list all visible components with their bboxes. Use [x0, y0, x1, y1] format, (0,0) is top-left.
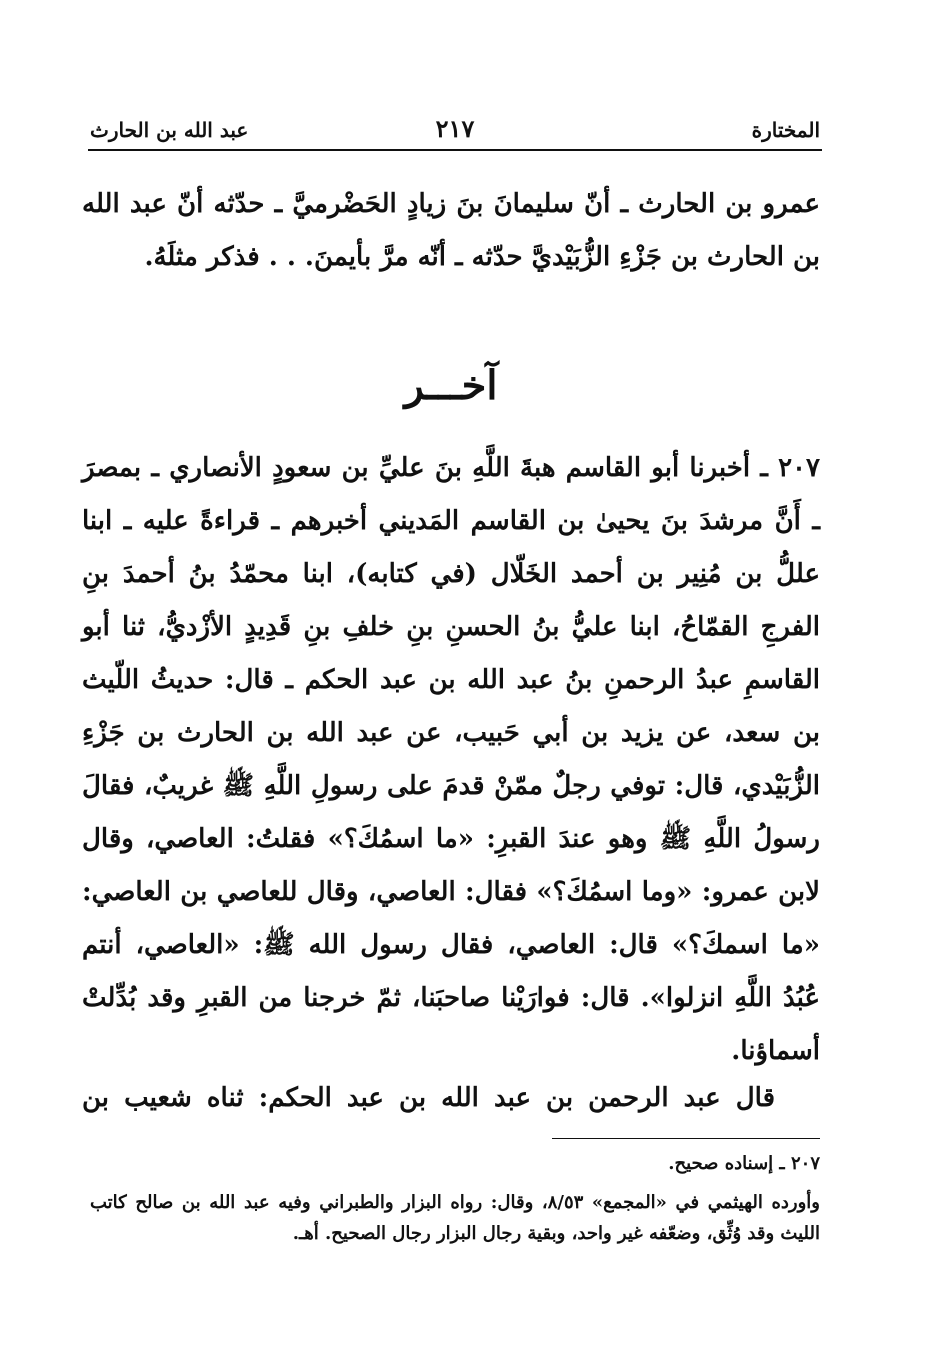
- header-book-title: المختارة: [751, 118, 820, 142]
- section-heading: آخـــر: [404, 362, 498, 409]
- hadith-paragraph: ٢٠٧ ـ أخبرنا أبو القاسم هبةَ اللَّهِ بنَ عليِّ بن سعودٍ الأنصاري ـ بمصرَ ـ أَنَّ مرشدَ بنَ يحيىٰ بن القاسم المَديني أخبرهم ـ قراءةً عليه ـ ابنا عللُّ بن مُنِير بن أحمد الخَلّال (في كتابه)، ابنا محمّدُ بنُ أحمدَ بنِ الفرجِ القمّاحُ، ابنا عليُّ بنُ الحسنِ بنِ خلفِ بنِ قَدِيدٍ الأزْديُّ، ثنا أبو القاسمِ عبدُ الرحمنِ بنُ عبد الله بن عبد الحكم ـ قال: حديثُ اللّيث بن سعد، عن يزيد بن أبي حَبيب، عن عبد الله بن الحارث بن جَزْءِ الزُّبَيْدي، قال: توفي رجلٌ ممّنْ قدمَ على رسولِ اللَّهِ ﷺ غريبٌ، فقالَ رسولُ اللَّهِ ﷺ وهو عندَ القبرِ: «ما اسمُكَ؟» فقلتُ: العاصي، وقال لابن عمرو: «وما اسمُكَ؟» فقال: العاصي، وقال للعاصي بن العاصي: «ما اسمكَ؟» قال: العاصي، فقال رسول الله ﷺ: «العاصي، أنتم عُبُدُ اللَّهِ انزلوا». قال: فوارَيْنا صاحبَنا، ثمّ خرجنا من القبرِ وقد بُدِّلتْ أسماؤنا.: [82, 453, 820, 1066]
- footnote-line: ٢٠٧ ـ إسناده صحيح.: [668, 1153, 820, 1174]
- header-rule: [88, 149, 822, 151]
- header-chapter-title: عبد الله بن الحارث: [90, 118, 249, 142]
- footnote-rule: [552, 1138, 820, 1139]
- running-header: [90, 112, 820, 148]
- footnote-line: وأورده الهيثمي في «المجمع» ٨/٥٣، وقال: رواه البزار والطبراني وفيه عبد الله بن صالح كاتب الليث وقد وُثِّق، وضعّفه غير واحد، وبقية رجال البزار رجال الصحيح. أهـ.: [90, 1192, 821, 1244]
- paragraph-closing: قال عبد الرحمن بن عبد الله بن عبد الحكم: ثناه شعيب بن: [82, 1083, 775, 1113]
- paragraph-continuation: عمرو بن الحارث ـ أنّ سليمانَ بنَ زيادٍ الحَضْرميَّ ـ حدّثه أنّ عبد الله بن الحارث بن جَزْءِ الزُّبَيْديَّ حدّثه ـ أنّه مرَّ بأيمنَ. . . فذكر مثلَهُ.: [82, 189, 820, 272]
- footnotes: [90, 1148, 820, 1249]
- page-number: ٢١٧: [435, 114, 475, 143]
